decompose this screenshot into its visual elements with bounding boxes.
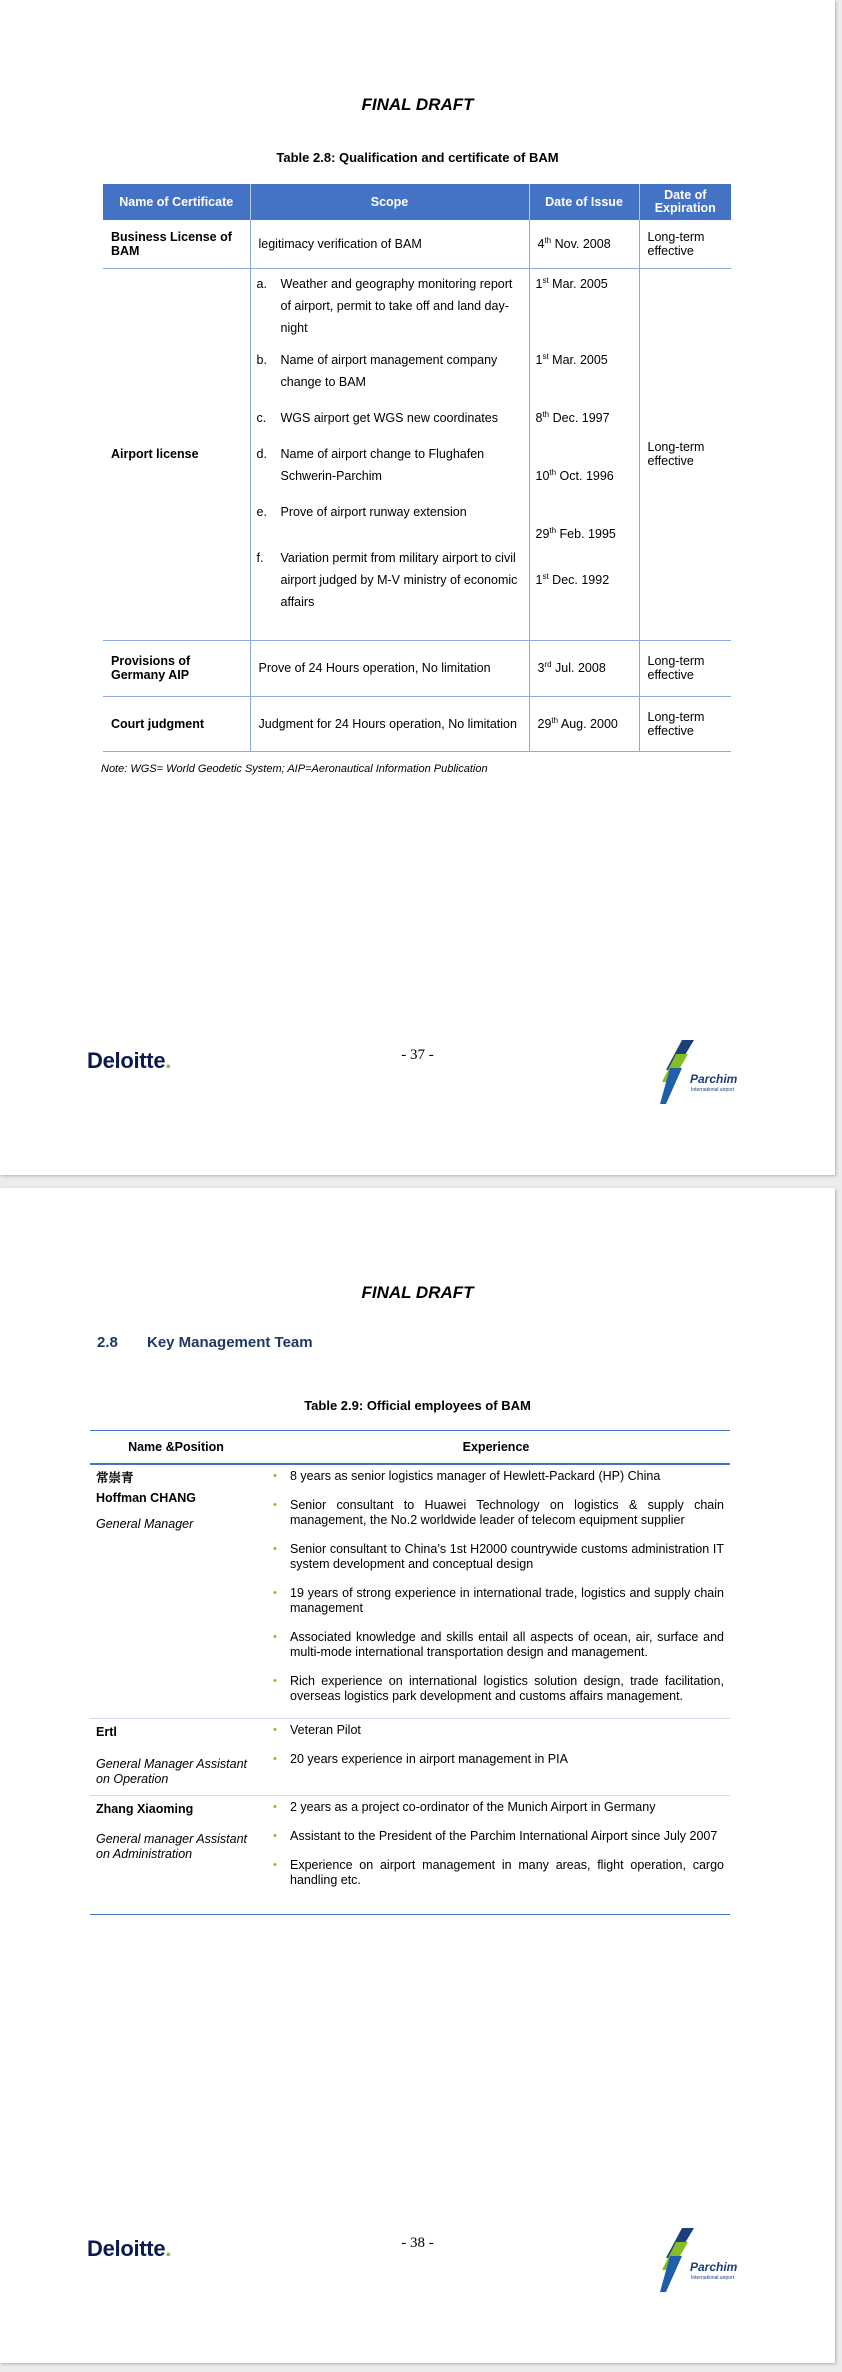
page-37: [0, 0, 835, 1175]
table-row: [90, 1719, 730, 1796]
list-item: f. Variation permit from military airport to civil airport judged by M-V ministry of economic affairs: [256, 550, 518, 609]
issue-date: 8th Dec. 1997: [535, 409, 610, 425]
parchim-logo: Parchim International airport: [660, 1038, 750, 1108]
list-item: • Experience on airport management in many areas, flight operation, cargo handling etc.: [268, 1858, 724, 1888]
table-header-row: [90, 1431, 730, 1465]
cert-scope: Prove of 24 Hours operation, No limitation: [250, 640, 529, 696]
employee-info: [90, 1464, 262, 1719]
table-row: [103, 268, 731, 640]
list-item: • 19 years of strong experience in international trade, logistics and supply chain management: [268, 1586, 724, 1616]
parchim-logo: Parchim International airport: [660, 2226, 750, 2296]
table-row: [90, 1796, 730, 1915]
cert-issue-dates: [529, 268, 639, 640]
issue-date: 10th Oct. 1996: [535, 467, 614, 483]
cert-scope: legitimacy verification of BAM: [250, 220, 529, 268]
list-item: d. Name of airport change to Flughafen Schwerin-Parchim: [256, 446, 485, 483]
table-caption: Table 2.9: Official employees of BAM: [304, 1398, 531, 1413]
list-item: e. Prove of airport runway extension: [256, 504, 467, 519]
employee-name: Zhang Xiaoming: [96, 1802, 194, 1816]
cert-issue-date: 29th Aug. 2000: [529, 696, 639, 751]
deloitte-logo: Deloitte.: [87, 2236, 172, 2261]
employee-role: General manager Assistant on Administration: [96, 1832, 248, 1861]
certificate-table: [103, 184, 731, 752]
page-header: FINAL DRAFT: [361, 95, 474, 114]
page-38: [0, 1188, 835, 2363]
cert-expiration: Long-term effective: [639, 640, 731, 696]
list-item: • Rich experience on international logistics solution design, trade facilitation, overseas logistics park development and customs affairs management.: [268, 1674, 724, 1704]
employee-role: General Manager Assistant on Operation: [96, 1757, 248, 1786]
list-item: • 2 years as a project co-ordinator of the Munich Airport in Germany: [268, 1800, 724, 1815]
page-number: - 37 -: [401, 1047, 434, 1063]
cert-expiration: Long-term effective: [639, 268, 731, 640]
table-header-row: [103, 184, 731, 220]
cert-name: Court judgment: [103, 696, 250, 751]
list-item: • 8 years as senior logistics manager of Hewlett-Packard (HP) China: [268, 1469, 724, 1484]
table-row: [90, 1464, 730, 1719]
list-item: a. Weather and geography monitoring report of airport, permit to take off and land day-night: [256, 276, 513, 335]
employees-table: [90, 1430, 730, 1915]
employee-role: General Manager: [96, 1517, 194, 1531]
column-header-name: Name of Certificate: [103, 184, 250, 220]
employee-experience: [262, 1719, 730, 1796]
cert-issue-date: 3rd Jul. 2008: [529, 640, 639, 696]
table-row: [103, 220, 731, 268]
cert-expiration: Long-term effective: [639, 220, 731, 268]
list-item: • 20 years experience in airport management in PIA: [268, 1752, 724, 1767]
list-item: b. Name of airport management company change to BAM: [256, 352, 498, 389]
list-item: • Assistant to the President of the Parchim International Airport since July 2007: [268, 1829, 724, 1844]
list-item: c. WGS airport get WGS new coordinates: [256, 410, 498, 425]
employee-name: Hoffman CHANG: [96, 1491, 196, 1505]
employee-chinese-name: 常崇青: [96, 1471, 134, 1485]
table-caption: Table 2.8: Qualification and certificate of BAM: [276, 150, 559, 165]
issue-date: 1st Dec. 1992: [535, 571, 610, 587]
cert-scope-list: [250, 268, 529, 640]
table-note: Note: WGS= World Geodetic System; AIP=Aeronautical Information Publication: [101, 763, 488, 775]
cert-name: Business License of BAM: [103, 220, 250, 268]
list-item: • Veteran Pilot: [268, 1723, 724, 1738]
employee-experience: [262, 1796, 730, 1915]
cert-expiration: Long-term effective: [639, 696, 731, 751]
section-heading: 2.8 Key Management Team: [97, 1334, 313, 1351]
list-item: • Senior consultant to China’s 1st H2000 countrywide customs administration IT system development and conceptual design: [268, 1542, 724, 1572]
column-header-name-position: Name &Position: [90, 1431, 262, 1465]
issue-date: 1st Mar. 2005: [535, 275, 608, 291]
column-header-date-expiration: Date of Expiration: [639, 184, 731, 220]
issue-date: 29th Feb. 1995: [535, 525, 616, 541]
table-row: [103, 640, 731, 696]
page-number: - 38 -: [401, 2235, 434, 2251]
employee-info: [90, 1719, 262, 1796]
column-header-date-issue: Date of Issue: [529, 184, 639, 220]
cert-name: Provisions of Germany AIP: [103, 640, 250, 696]
list-item: • Associated knowledge and skills entail all aspects of ocean, air, surface and multi-mode international transportation design and management.: [268, 1630, 724, 1660]
deloitte-logo: Deloitte.: [87, 1048, 172, 1073]
employee-experience: [262, 1464, 730, 1719]
employee-info: [90, 1796, 262, 1915]
table-row: [103, 696, 731, 751]
cert-name: Airport license: [103, 268, 250, 640]
cert-scope: Judgment for 24 Hours operation, No limitation: [250, 696, 529, 751]
list-item: • Senior consultant to Huawei Technology on logistics & supply chain management, the No.2 worldwide leader of telecom equipment supplier: [268, 1498, 724, 1528]
issue-date: 1st Mar. 2005: [535, 351, 608, 367]
column-header-experience: Experience: [262, 1431, 730, 1465]
page-header: FINAL DRAFT: [361, 1283, 474, 1302]
cert-issue-date: 4th Nov. 2008: [529, 220, 639, 268]
employee-name: Ertl: [96, 1725, 117, 1739]
column-header-scope: Scope: [250, 184, 529, 220]
